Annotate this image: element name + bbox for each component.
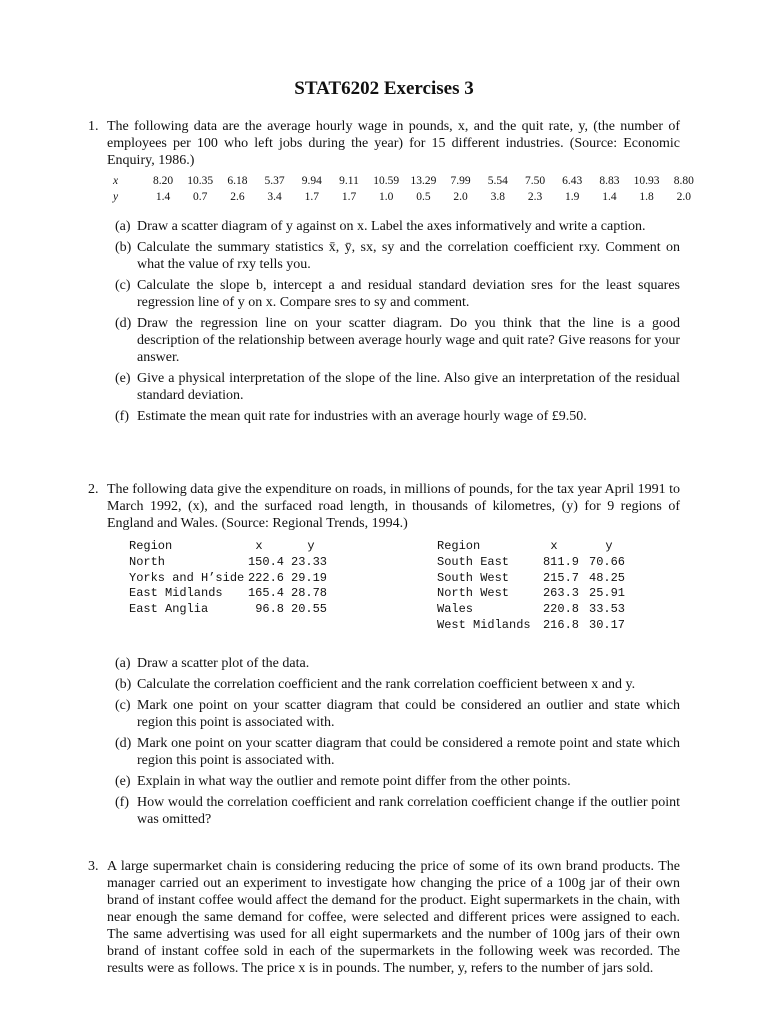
question-part bbox=[107, 676, 680, 693]
table-row bbox=[129, 571, 369, 587]
part-label: (b) bbox=[115, 677, 132, 692]
q2-table-left bbox=[129, 539, 369, 618]
y-cell: 48.25 bbox=[589, 570, 626, 585]
q1-y-value: 2.0 bbox=[676, 191, 691, 203]
region-cell: Wales bbox=[437, 602, 474, 617]
part-text: Draw the regression line on your scatter diagram. Do you think that the line is a good description of the relationship between average hourly wage and quit rate? Give reasons for your answer. bbox=[137, 316, 680, 365]
question-part bbox=[107, 794, 680, 828]
q1-y-value: 1.7 bbox=[341, 191, 357, 203]
table-header-y: y bbox=[307, 539, 315, 553]
part-label: (b) bbox=[115, 240, 132, 255]
y-cell: 23.33 bbox=[291, 554, 328, 569]
page-title: STAT6202 Exercises 3 bbox=[294, 78, 474, 99]
part-text: Explain in what way the outlier and remote point differ from the other points. bbox=[137, 774, 571, 789]
q1-y-value: 2.0 bbox=[453, 191, 468, 203]
y-cell: 20.55 bbox=[291, 602, 328, 617]
region-cell: South West bbox=[437, 570, 510, 585]
table-header-y: y bbox=[605, 539, 613, 553]
q1-x-value: 8.83 bbox=[599, 175, 620, 187]
q1-x-value: 5.54 bbox=[487, 175, 508, 187]
q1-y-value: 2.6 bbox=[230, 191, 245, 203]
q1-x-label: x bbox=[113, 175, 119, 187]
question-intro: The following data give the expenditure on roads, in millions of pounds, for the tax year April 1991 to March 1992, (x), and the surfaced road length, in thousands of kilometres, (y) for 9 regions of England and Wales. (Source: Regional Trends, 1994.) bbox=[107, 482, 680, 531]
part-text: Draw a scatter diagram of y against on x. Label the axes informatively and write a caption. bbox=[137, 219, 646, 234]
y-cell: 33.53 bbox=[589, 602, 626, 617]
q1-x-value: 8.20 bbox=[152, 175, 174, 187]
q1-x-value: 6.43 bbox=[562, 175, 583, 187]
table-header-x: x bbox=[550, 539, 558, 553]
x-cell: 811.9 bbox=[542, 554, 579, 569]
question-part bbox=[107, 655, 680, 672]
q1-x-value: 7.99 bbox=[450, 175, 471, 187]
table-row bbox=[437, 555, 677, 571]
x-cell: 150.4 bbox=[247, 554, 284, 569]
region-cell: East Midlands bbox=[129, 586, 223, 601]
question-part bbox=[107, 315, 680, 366]
table-header-row bbox=[129, 539, 369, 555]
table-header-region: Region bbox=[129, 539, 173, 553]
part-label: (c) bbox=[115, 698, 131, 713]
question-3 bbox=[88, 858, 680, 977]
q1-y-value: 1.0 bbox=[379, 191, 394, 203]
table-row bbox=[129, 602, 369, 618]
part-text: Mark one point on your scatter diagram that could be considered a remote point and state which region this point is associated with. bbox=[137, 736, 680, 768]
question-2-parts bbox=[88, 655, 680, 832]
y-cell: 25.91 bbox=[589, 586, 626, 601]
question-1-parts bbox=[88, 218, 680, 429]
part-label: (d) bbox=[115, 736, 132, 751]
part-label: (a) bbox=[115, 656, 131, 671]
region-cell: Yorks and H’side bbox=[129, 570, 245, 585]
x-cell: 215.7 bbox=[542, 570, 579, 585]
question-part bbox=[107, 773, 680, 790]
question-number: 3. bbox=[88, 859, 99, 874]
x-cell: 220.8 bbox=[542, 602, 579, 617]
q1-x-value: 13.29 bbox=[410, 175, 437, 187]
question-number: 1. bbox=[88, 119, 99, 134]
part-label: (e) bbox=[115, 774, 131, 789]
table-row bbox=[437, 586, 677, 602]
q1-data-table bbox=[113, 175, 703, 208]
question-intro: The following data are the average hourly wage in pounds, x, and the quit rate, y, (the number of employees per 100 who left jobs during the year) for 15 different industries. (Source: Economic Enquiry, 1986.) bbox=[107, 119, 680, 168]
part-text: Mark one point on your scatter diagram that could be considered an outlier and state which region this point is associated with. bbox=[137, 698, 680, 730]
q1-y-value: 1.4 bbox=[602, 191, 617, 203]
q1-x-value: 9.94 bbox=[301, 175, 322, 187]
question-1 bbox=[88, 118, 680, 169]
q1-y-value: 3.4 bbox=[267, 191, 282, 203]
question-part bbox=[107, 239, 680, 273]
q1-x-value: 10.59 bbox=[373, 175, 400, 187]
part-label: (f) bbox=[115, 795, 129, 810]
x-cell: 96.8 bbox=[255, 602, 284, 617]
part-label: (f) bbox=[115, 409, 129, 424]
q1-x-row bbox=[113, 175, 703, 192]
part-text: Calculate the summary statistics x̄, ȳ, sx, sy and the correlation coefficient rxy. Comment on what the value of rxy tells you. bbox=[137, 240, 680, 272]
q1-x-value: 10.35 bbox=[187, 175, 214, 187]
region-cell: South East bbox=[437, 554, 510, 569]
q1-x-value: 7.50 bbox=[524, 175, 546, 187]
part-label: (e) bbox=[115, 371, 131, 386]
x-cell: 216.8 bbox=[542, 617, 579, 632]
region-cell: North bbox=[129, 554, 166, 569]
question-part bbox=[107, 735, 680, 769]
q1-y-row bbox=[113, 191, 703, 208]
question-number: 2. bbox=[88, 482, 99, 497]
part-label: (a) bbox=[115, 219, 131, 234]
q1-y-value: 0.7 bbox=[193, 191, 208, 203]
part-text: Draw a scatter plot of the data. bbox=[137, 656, 310, 671]
y-cell: 28.78 bbox=[291, 586, 328, 601]
table-row bbox=[437, 618, 677, 634]
q1-x-value: 9.11 bbox=[339, 175, 359, 187]
q1-y-value: 1.7 bbox=[304, 191, 319, 203]
y-cell: 30.17 bbox=[589, 617, 626, 632]
question-2 bbox=[88, 481, 680, 532]
table-header-row bbox=[437, 539, 677, 555]
table-row bbox=[129, 586, 369, 602]
part-text: Estimate the mean quit rate for industries with an average hourly wage of £9.50. bbox=[137, 409, 587, 424]
q1-y-label: y bbox=[113, 191, 119, 203]
q1-x-value: 8.80 bbox=[673, 175, 694, 187]
question-part bbox=[107, 218, 680, 235]
part-text: Calculate the correlation coefficient and the rank correlation coefficient between x and y. bbox=[137, 677, 636, 692]
table-row bbox=[437, 602, 677, 618]
part-label: (c) bbox=[115, 278, 131, 293]
question-text: A large supermarket chain is considering reducing the price of some of its own brand products. The manager carried out an experiment to investigate how changing the price of a 100g jar of their own brand of instant coffee would affect the demand for the product. Eight supermarkets in the chain, with near enough the same demand for coffee, were selected and different prices were assigned to each. The same advertising was used for all eight supermarkets and the number of 100g jars of their own brand of instant coffee sold in each of the supermarkets in the following week was recorded. The results were as follows. The price x is in pounds. The number, y, refers to the number of jars sold. bbox=[107, 859, 680, 976]
q1-y-value: 1.8 bbox=[639, 191, 654, 203]
y-cell: 70.66 bbox=[589, 554, 626, 569]
region-cell: West Midlands bbox=[437, 617, 531, 632]
part-text: Give a physical interpretation of the slope of the line. Also give an interpretation of the residual standard deviation. bbox=[137, 371, 680, 403]
question-part bbox=[107, 697, 680, 731]
part-text: How would the correlation coefficient and rank correlation coefficient change if the outlier point was omitted? bbox=[137, 795, 680, 827]
region-cell: East Anglia bbox=[129, 602, 209, 617]
q2-table-right bbox=[437, 539, 677, 634]
q1-y-value: 1.4 bbox=[155, 191, 171, 203]
table-header-region: Region bbox=[437, 539, 481, 553]
q1-x-value: 6.18 bbox=[227, 175, 248, 187]
q1-y-value: 3.8 bbox=[490, 191, 505, 203]
part-label: (d) bbox=[115, 316, 132, 331]
q1-y-value: 0.5 bbox=[416, 191, 431, 203]
q1-x-value: 10.93 bbox=[633, 175, 660, 187]
x-cell: 165.4 bbox=[247, 586, 284, 601]
x-cell: 263.3 bbox=[542, 586, 579, 601]
q1-y-value: 1.9 bbox=[565, 191, 580, 203]
table-row bbox=[129, 555, 369, 571]
question-part bbox=[107, 408, 680, 425]
question-part bbox=[107, 277, 680, 311]
y-cell: 29.19 bbox=[291, 570, 328, 585]
q1-x-value: 5.37 bbox=[264, 175, 285, 187]
part-text: Calculate the slope b, intercept a and residual standard deviation sres for the least squares regression line of y on x. Compare sres to sy and comment. bbox=[137, 278, 680, 310]
q1-y-value: 2.3 bbox=[527, 191, 543, 203]
table-row bbox=[437, 571, 677, 587]
table-header-x: x bbox=[255, 539, 263, 553]
question-part bbox=[107, 370, 680, 404]
region-cell: North West bbox=[437, 586, 510, 601]
x-cell: 222.6 bbox=[247, 570, 284, 585]
